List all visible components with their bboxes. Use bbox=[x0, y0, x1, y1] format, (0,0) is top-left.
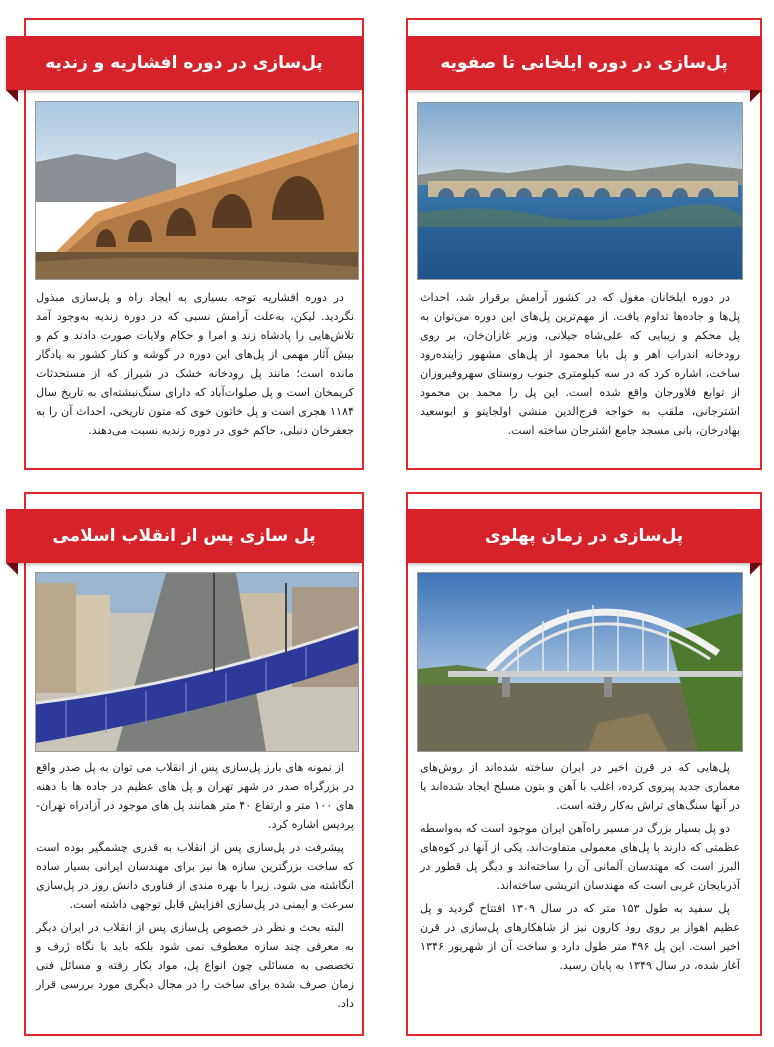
ribbon-fold bbox=[6, 90, 18, 102]
paragraph: در دوره افشاریه توجه بسیاری به ایجاد راه و پل‌سازی مبذول نگردید. لیکن، به‌علت آرامش نسبی که در دوره زندیه به‌وجود آمد تلاش‌هایی را پادشاه زند و امرا و حکام ولایات صورت دادند و کم و بیش آثار مهمی از پل‌های این دوره در گوشه و کنار کشور به یادگار مانده است؛ مانند پل رودخانه خشک در شیراز که از مستحدثات کریمخان است و پل صلوات‌آباد که دارای سنگ‌نبشته‌ای به تاریخ سال ۱۱۸۴ هجری است و پل خاتون خوی که متون تاریخی، احداث آن را به جعفرخان دنبلی، حاکم خوی در دوره زندیه نسبت می‌دهند. bbox=[36, 291, 354, 437]
paragraph: دو پل بسیار بزرگ در مسیر راه‌آهن ایران موجود است که به‌واسطه عظمتی که دارند با پل‌های معمولی متفاوت‌اند. یکی از آنها در کوه‌های البرز است که مهندسان آلمانی آن را ساخته‌اند و دیگر پل قطور در آذربایجان غربی است که مهندسان اتریشی ساخته‌اند. bbox=[420, 822, 740, 892]
paragraph: پیشرفت در پل‌سازی پس از انقلاب به قدری چشمگیر بوده است که ساخت بزرگترین سازه ها نیز برای مهندسان ایرانی بسیار ساده انگاشته می شود. زیرا با بهره مندی از فناوری دانش روز در پل‌سازی سرعت و ایمنی در پل‌سازی افزایش قابل توجهی داشته است. bbox=[36, 841, 354, 911]
photo-pahlavi-bridge bbox=[417, 572, 743, 752]
paragraph: پل‌هایی که در قرن اخیر در ایران ساخته شده‌اند از روش‌های معماری جدید پیروی کرده، اغلب با آهن و بتون مسلح ایجاد شده‌اند یا در آنها سنگ‌های تراش به‌کار رفته است. bbox=[420, 761, 740, 812]
section-title-ilkhanid-safavid: پل‌سازی در دوره ایلخانی تا صفویه bbox=[406, 36, 762, 90]
ribbon-fold bbox=[6, 563, 18, 575]
city-overpass-icon bbox=[36, 573, 358, 751]
brick-arch-bridge-icon bbox=[36, 102, 358, 279]
section-title-afsharid-zand: پل‌سازی در دوره افشاریه و زندیه bbox=[6, 36, 362, 90]
section-text-pahlavi bbox=[420, 758, 740, 979]
section-text-ilkhanid-safavid bbox=[420, 288, 740, 444]
paragraph: پل سفید به طول ۱۵۳ متر که در سال ۱۳۰۹ افتتاح گردید و پل عظیم اهواز بر روی رود کارون نیز از شاهکارهای پل‌سازی در قرن اخیر است. این پل ۴۹۶ متر طول دارد و ساخت آن از شهریور ۱۳۴۶ آغاز شده، در سال ۱۳۴۹ به پایان رسید. bbox=[420, 902, 740, 972]
section-title-post-revolution: پل سازی پس از انقلاب اسلامی bbox=[6, 509, 362, 563]
photo-afsharid-bridge bbox=[35, 101, 359, 280]
paragraph: البته بحث و نظر در خصوص پل‌سازی پس از انقلاب در ایران دیگر به معرفی چند سازه معطوف نمی شود بلکه باید با نگاه ژرف و تخصصی به مسائلی چون انواع پل، مواد بکار رفته و مسائل فنی زمان صرف شده برای ساخت را در مجال دیگری مورد بررسی قرار داد. bbox=[36, 921, 354, 1010]
photo-ilkhanid-bridge bbox=[417, 102, 743, 280]
paragraph: از نمونه های بارز پل‌سازی پس از انقلاب می توان به پل صدر واقع در بزرگراه صدر در شهر تهران و پل های عظیم در جاده ها با دهنه های ۱۰۰ متر و ارتفاع ۴۰ متر همانند پل های موجود در آزادراه تهران-پردیس اشاره کرد. bbox=[36, 761, 354, 831]
section-title-pahlavi: پل‌سازی در زمان پهلوی bbox=[406, 509, 762, 563]
ribbon-fold bbox=[750, 90, 762, 102]
paragraph: در دوره ایلخانان مغول که در کشور آرامش برقرار شد، احداث پل‌ها و جاده‌ها تداوم یافت. از مهم‌ترین پل‌های این دوره می‌توان به پل محکم و زیبایی که علی‌شاه جیلانی، وزیر غازان‌خان، بر روی رودخانه اندراب اهر و پل بابا محمود از پل‌های مشهور زاینده‌رود ساخت، اشاره کرد که در سه کیلومتری جنوب روستای سهروفیروزان از توابع فلاورجان واقع شده است. این پل را محمد بن محمود اشترجانی، ملقب به خواجه فرج‌الدین منشی اولجایتو و ابوسعید بهادرخان، بانی مسجد جامع اشترجان ساخته است. bbox=[420, 291, 740, 437]
photo-post-revolution-bridge bbox=[35, 572, 359, 752]
steel-arch-bridge-icon bbox=[418, 573, 742, 751]
stone-arch-bridge-river-icon bbox=[418, 103, 742, 279]
section-text-afsharid-zand bbox=[36, 288, 354, 444]
section-text-post-revolution bbox=[36, 758, 354, 1017]
ribbon-fold bbox=[750, 563, 762, 575]
